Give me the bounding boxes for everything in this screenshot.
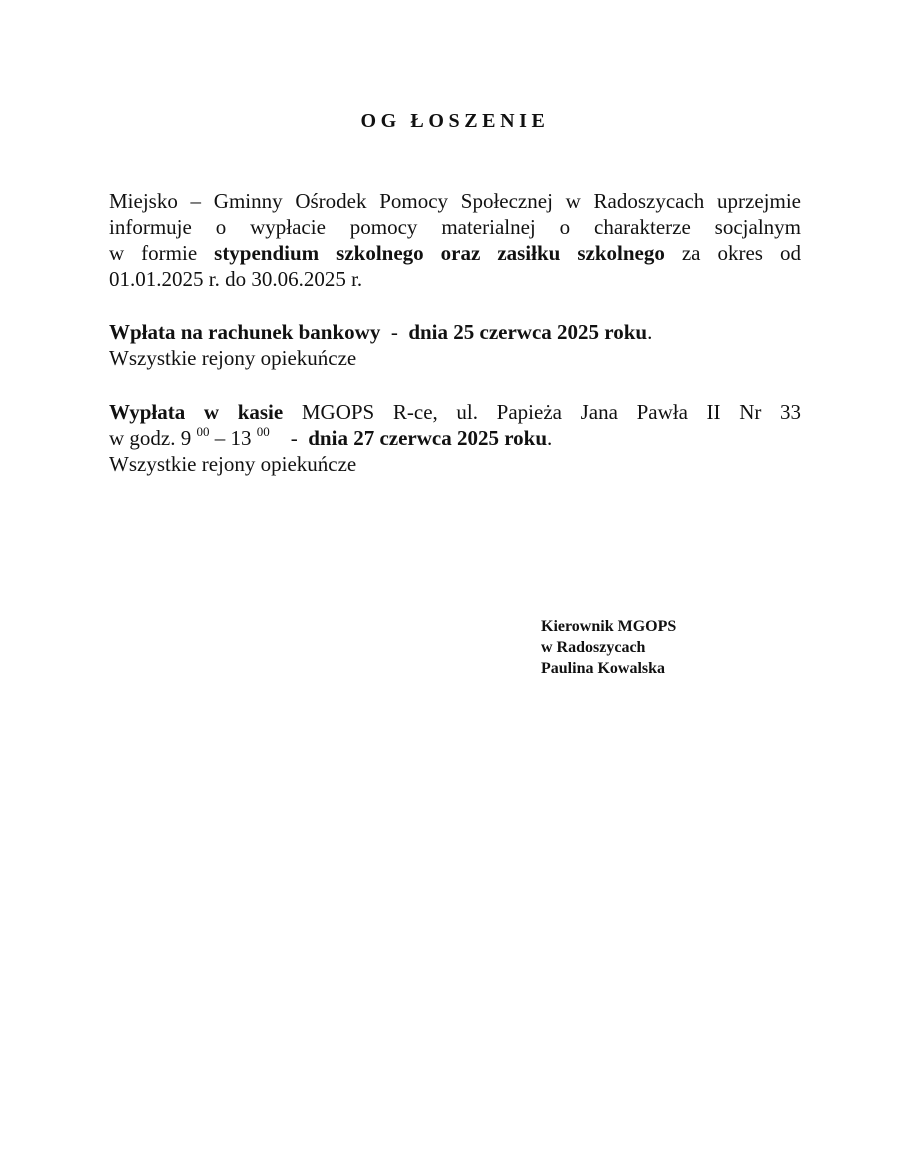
intro-line-3-pre: w formie [109, 241, 215, 265]
cash-dash: - [269, 426, 309, 450]
cash-regions: Wszystkie rejony opiekuńcze [109, 452, 357, 476]
signature-position: Kierownik MGOPS [541, 618, 677, 635]
signature-location: w Radoszycach [541, 639, 646, 656]
intro-paragraph [109, 188, 801, 292]
cash-dot: . [547, 426, 553, 450]
cash-payment-label: Wypłata w kasie [109, 400, 284, 424]
cash-address: MGOPS R-ce, ul. Papieża Jana Pawła II Nr 33 [283, 400, 802, 424]
bank-transfer-section [109, 319, 801, 371]
bank-transfer-date: dnia 25 czerwca 2025 roku [408, 320, 648, 344]
hours-start: w godz. 9 [109, 426, 192, 450]
signature-name: Paulina Kowalska [541, 660, 666, 677]
bank-dot: . [647, 320, 653, 344]
scholarship-type: stypendium szkolnego oraz zasiłku szkolnego [214, 241, 665, 265]
intro-line-1: Miejsko – Gminny Ośrodek Pomocy Społecznej w Radoszycach uprzejmie [109, 189, 801, 213]
cash-payment-section [109, 399, 801, 477]
page-title: OG ŁOSZENIE [360, 110, 550, 132]
cash-hours-line [109, 425, 801, 451]
bank-regions: Wszystkie rejony opiekuńcze [109, 346, 357, 370]
bank-transfer-label: Wpłata na rachunek bankowy [109, 320, 381, 344]
hours-end-minutes: 00 [256, 424, 270, 439]
cash-payment-line [109, 399, 801, 425]
bank-transfer-line [109, 319, 801, 345]
intro-line-2: informuje o wypłacie pomocy materialnej o charakterze socjalnym [109, 215, 801, 239]
hours-start-minutes: 00 [196, 424, 210, 439]
intro-line-3-post: za okres od [664, 241, 801, 265]
intro-line-4: 01.01.2025 r. do 30.06.2025 r. [109, 267, 363, 291]
bank-dash: - [380, 320, 409, 344]
hours-end: – 13 [209, 426, 252, 450]
signature-block [541, 616, 676, 679]
cash-payment-date: dnia 27 czerwca 2025 roku [308, 426, 548, 450]
intro-line-3 [109, 240, 801, 266]
